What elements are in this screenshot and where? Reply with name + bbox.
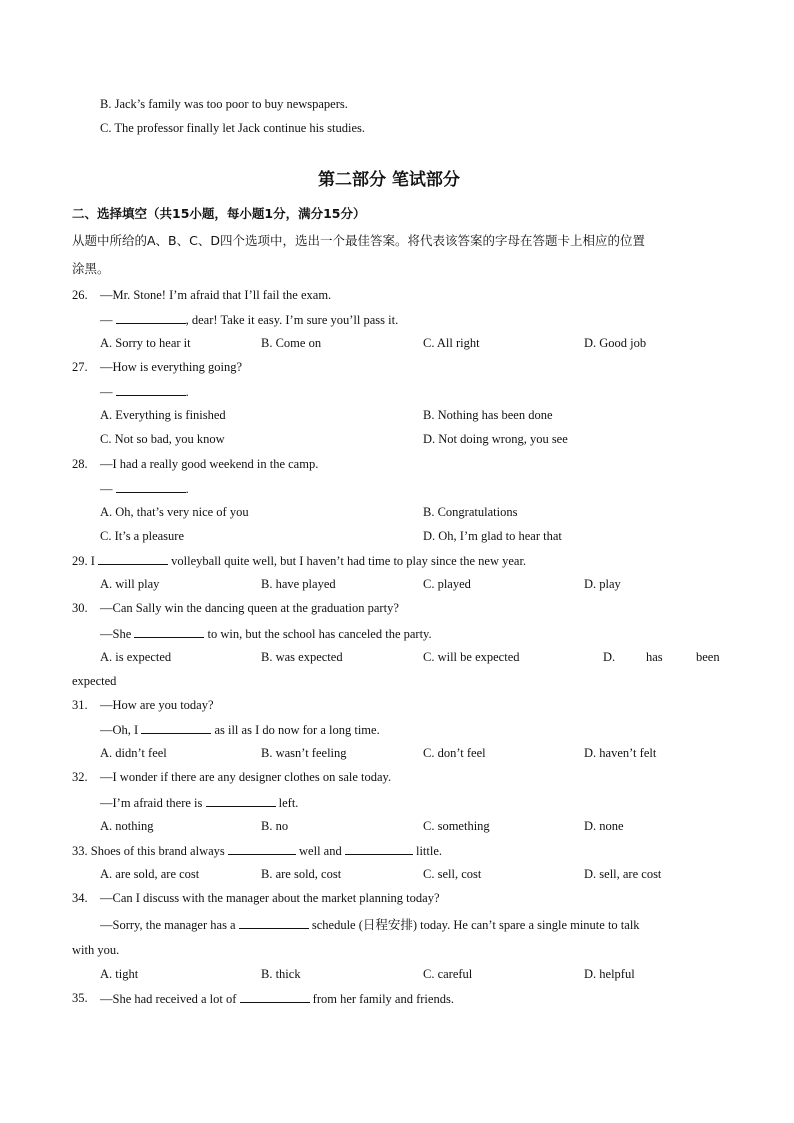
question-prompt: —How are you today?: [100, 698, 214, 712]
question-prompt: —Can Sally win the dancing queen at the graduation party?: [100, 601, 399, 615]
option-c: C. It’s a pleasure: [100, 529, 185, 543]
option-c: C. All right: [423, 336, 480, 350]
question-stem: 29. I volleyball quite well, but I haven’t had time to play since the new year.: [72, 554, 527, 568]
option-b: B. wasn’t feeling: [261, 746, 347, 760]
answer-blank: [228, 842, 296, 855]
answer-blank: [345, 842, 413, 855]
question-number: 26.: [72, 288, 88, 302]
option-c: C. sell, cost: [423, 867, 482, 881]
option-b: B. are sold, cost: [261, 867, 342, 881]
question-response-continued: with you.: [72, 943, 120, 957]
option-b: B. no: [261, 819, 289, 833]
option-d-word-1: has: [646, 650, 663, 664]
option-a: A. Everything is finished: [100, 408, 226, 422]
option-c: C. something: [423, 819, 490, 833]
instructions-line-1: 从题中所给的A、B、C、D四个选项中，选出一个最佳答案。将代表该答案的字母在答题卡上相应的位置: [72, 233, 645, 248]
question-prompt: —She had received a lot of from her family and friends.: [100, 992, 454, 1006]
option-c: C. don’t feel: [423, 746, 486, 760]
option-d: D. sell, are cost: [584, 867, 662, 881]
option-c: C. Not so bad, you know: [100, 432, 225, 446]
question-prompt: —I had a really good weekend in the camp.: [100, 457, 319, 471]
question-number: 30.: [72, 601, 88, 615]
section-header: 二、选择填空（共15小题，每小题1分，满分15分）: [72, 206, 366, 221]
option-a: A. didn’t feel: [100, 746, 167, 760]
option-b: B. Congratulations: [423, 505, 518, 519]
answer-blank: [141, 721, 211, 734]
option-c-previous: C. The professor finally let Jack continue his studies.: [100, 121, 365, 135]
question-response: — .: [100, 482, 189, 496]
answer-blank: [239, 916, 309, 929]
answer-blank: [206, 794, 276, 807]
question-response: — .: [100, 385, 189, 399]
question-number: 34.: [72, 891, 88, 905]
answer-blank: [116, 383, 186, 396]
option-d: D. play: [584, 577, 621, 591]
option-d: D. Not doing wrong, you see: [423, 432, 568, 446]
question-number: 35.: [72, 991, 88, 1005]
option-a: A. nothing: [100, 819, 154, 833]
option-c: C. careful: [423, 967, 473, 981]
question-prompt: —How is everything going?: [100, 360, 242, 374]
answer-blank: [134, 625, 204, 638]
option-b: B. thick: [261, 967, 301, 981]
part-title: 第二部分 笔试部分: [318, 170, 460, 190]
question-response: —Sorry, the manager has a schedule (日程安排) today. He can’t spare a single minute to talk: [100, 918, 640, 932]
question-prompt: —Can I discuss with the manager about the market planning today?: [100, 891, 440, 905]
option-c: C. played: [423, 577, 471, 591]
option-d: D. haven’t felt: [584, 746, 657, 760]
option-a: A. tight: [100, 967, 139, 981]
instructions-line-2: 涂黑。: [72, 261, 110, 276]
question-number: 31.: [72, 698, 88, 712]
question-response: — , dear! Take it easy. I’m sure you’ll pass it.: [100, 313, 399, 327]
option-d: D. Good job: [584, 336, 647, 350]
answer-blank: [240, 990, 310, 1003]
option-d-word-2: been: [696, 650, 720, 664]
option-a: A. are sold, are cost: [100, 867, 200, 881]
option-b: B. have played: [261, 577, 336, 591]
question-prompt: —Mr. Stone! I’m afraid that I’ll fail the exam.: [100, 288, 332, 302]
option-d: D. none: [584, 819, 624, 833]
option-d: D. helpful: [584, 967, 635, 981]
question-response: —She to win, but the school has canceled the party.: [100, 627, 432, 641]
option-b: B. Nothing has been done: [423, 408, 553, 422]
answer-blank: [98, 552, 168, 565]
option-a: A. is expected: [100, 650, 172, 664]
option-d-continued: expected: [72, 674, 117, 688]
question-number: 27.: [72, 360, 88, 374]
question-response: —I’m afraid there is left.: [100, 796, 299, 810]
answer-blank: [116, 311, 186, 324]
question-number: 32.: [72, 770, 88, 784]
option-b-previous: B. Jack’s family was too poor to buy newspapers.: [100, 97, 348, 111]
option-a: A. will play: [100, 577, 160, 591]
question-stem: 33. Shoes of this brand always well and little.: [72, 844, 443, 858]
option-c: C. will be expected: [423, 650, 520, 664]
option-d-letter: D.: [603, 650, 616, 664]
option-b: B. Come on: [261, 336, 322, 350]
question-response: —Oh, I as ill as I do now for a long time.: [100, 723, 380, 737]
option-a: A. Oh, that’s very nice of you: [100, 505, 249, 519]
option-d: D. Oh, I’m glad to hear that: [423, 529, 562, 543]
question-prompt: —I wonder if there are any designer clothes on sale today.: [100, 770, 392, 784]
option-b: B. was expected: [261, 650, 343, 664]
question-number: 28.: [72, 457, 88, 471]
option-a: A. Sorry to hear it: [100, 336, 191, 350]
answer-blank: [116, 480, 186, 493]
